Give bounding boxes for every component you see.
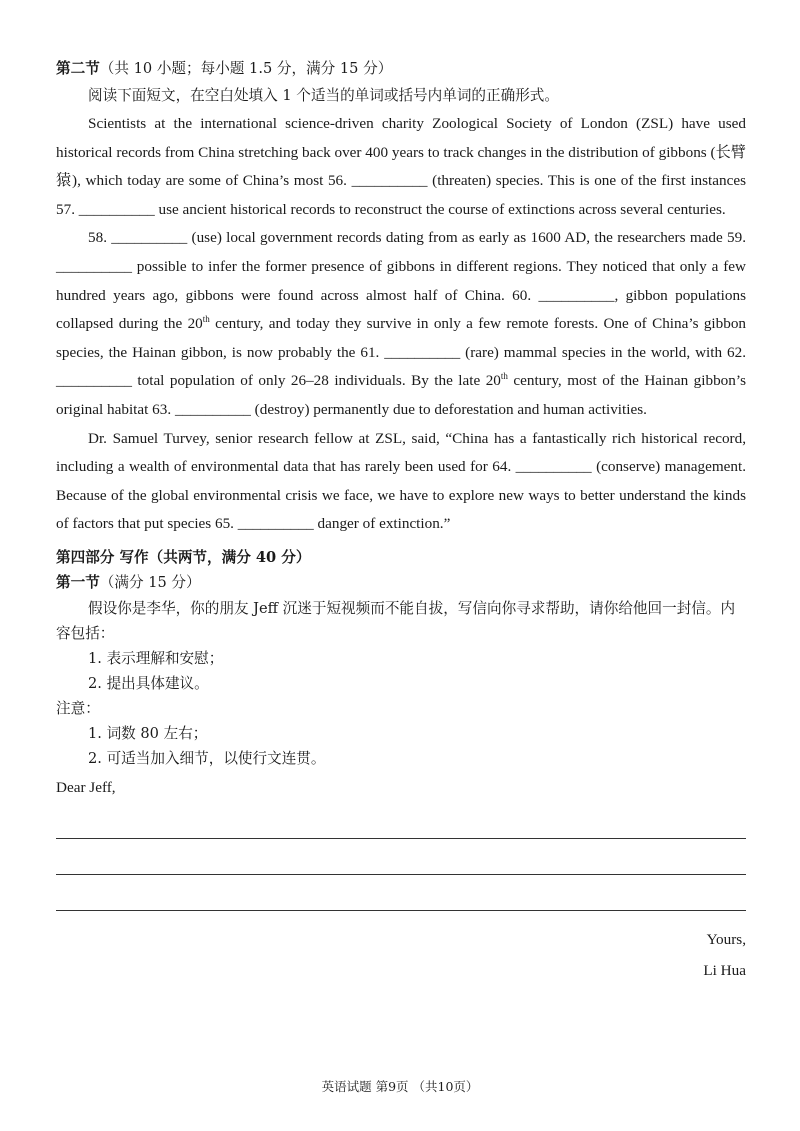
writing-subheading-rest: （满分 15 分） (99, 573, 201, 591)
letter-signature: Li Hua (703, 961, 746, 979)
page-footer: 英语试题 第9页 （共10页） (321, 1079, 479, 1094)
section-heading-bold: 第二节 (56, 60, 100, 77)
writing-prompt: 假设你是李华，你的朋友 Jeff 沉迷于短视频而不能自拔，写信向你寻求帮助，请你给他回一封信。内容包括： (56, 599, 736, 642)
answer-line[interactable] (56, 910, 746, 911)
passage-paragraph-3 (56, 425, 746, 539)
letter-greeting: Dear Jeff, (56, 778, 116, 796)
passage-p2-text-c: century, most of the Hainan gibbon’s original habitat 63. __________ (destroy) permanently due to deforestation and human activities. (56, 372, 746, 418)
section-heading (56, 58, 746, 80)
writing-subheading-bold: 第一节 (56, 573, 100, 591)
passage-p1-text: Scientists at the international science-driven charity Zoological Society of London (ZSL) have used historical records from China stretching back over 400 years to track changes in the distribution of gibbons (长臂猿), which today are some of China’s most 56. __________ (threaten) species. This is one of the first instances 57. __________ use ancient historical records to reconstruct the course of extinctions across several centuries. (56, 115, 746, 218)
section-instruction: 阅读下面短文，在空白处填入 1 个适当的单词或括号内单词的正确形式。 (88, 87, 559, 104)
passage-paragraph-2 (56, 224, 746, 424)
note-item-2: 2. 可适当加入细节，以使行文连贯。 (88, 749, 326, 767)
passage-paragraph-1 (56, 110, 746, 224)
superscript-th: th (500, 371, 508, 382)
passage-p3-text: Dr. Samuel Turvey, senior research fellow at ZSL, said, “China has a fantastically rich historical record, including a wealth of environmental data that has rarely been used for 64. __________ (conserve) management. Because of the global environmental crisis we face, we have to explore new ways to better understand the kinds of factors that put species 65. __________ danger of extinction.” (56, 429, 746, 533)
superscript-th: th (202, 314, 210, 325)
answer-line[interactable] (56, 838, 746, 839)
note-item-1: 1. 词数 80 左右； (88, 724, 208, 742)
section-heading-rest: （共 10 小题；每小题 1.5 分，满分 15 分） (99, 60, 393, 77)
prompt-item-2: 2. 提出具体建议。 (88, 674, 209, 692)
writing-subheading (56, 572, 746, 594)
passage-p2-text-b: century, and today they survive in only a few remote forests. One of China’s gibbon species, the Hainan gibbon, is now probably the 61. __________ (rare) mammal species in the world, with 62. __________ total population of only 26–28 individuals. By the late 20 (56, 315, 747, 390)
part4-heading: 第四部分 写作（共两节，满分 40 分） (56, 548, 311, 566)
answer-line[interactable] (56, 874, 746, 875)
letter-closing: Yours, (706, 930, 746, 948)
exam-page (56, 58, 746, 980)
passage-p2-text-a: 58. __________ (use) local government records dating from as early as 1600 AD, the researchers made 59. __________ possible to infer the former presence of gibbons in different regions. They noticed that only a few hundred years ago, gibbons were found across almost half of China. 60. __________, gibbon populations collapsed during the 20 (56, 229, 746, 333)
prompt-item-1: 1. 表示理解和安慰； (88, 649, 224, 667)
note-label: 注意： (56, 699, 100, 717)
